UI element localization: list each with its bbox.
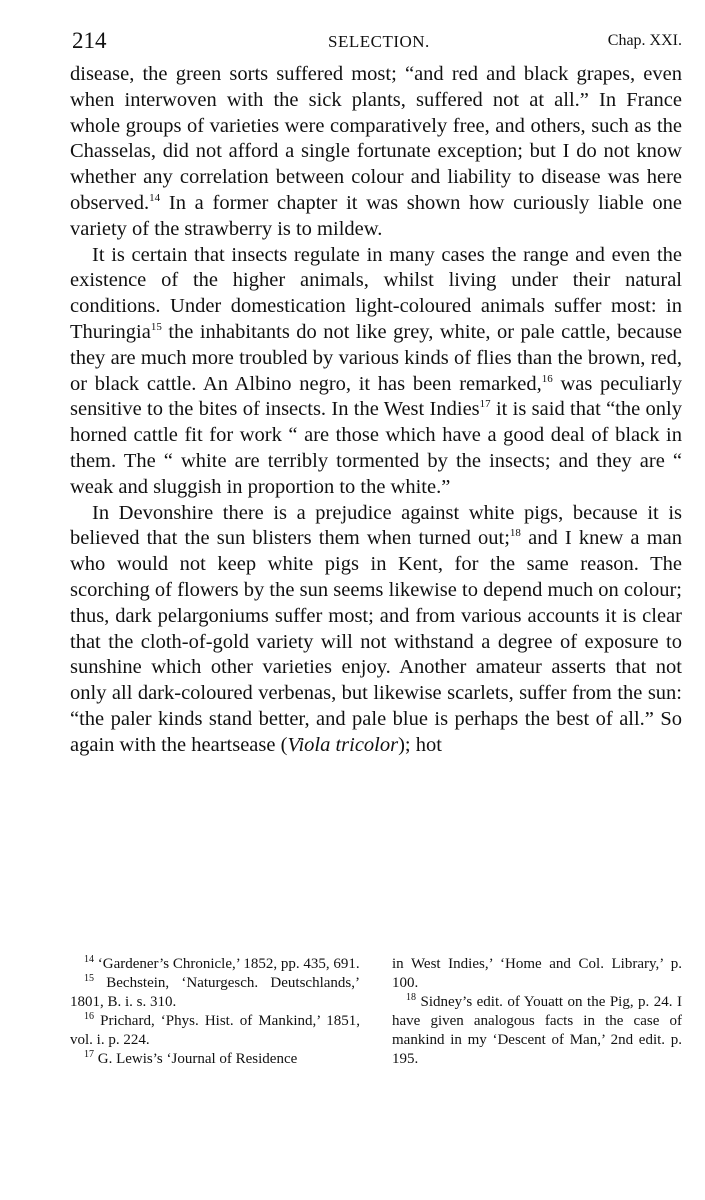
- page-header: [70, 28, 682, 62]
- paragraph-3: [70, 501, 682, 759]
- book-page: [70, 28, 683, 1067]
- footnote-text: ‘Gardener’s Chronicle,’ 1852, pp. 435, 691.: [97, 956, 360, 972]
- footnotes-left-column: [70, 955, 360, 1069]
- footnote: [392, 993, 682, 1069]
- footnote-text: in West Indies,’ ‘Home and Col. Library,’ p. 100.: [392, 956, 682, 991]
- paragraph-text: ); hot: [398, 733, 442, 756]
- footnote-ref: 14: [149, 191, 161, 204]
- footnote: [70, 1050, 360, 1069]
- footnote-ref: 15: [150, 320, 162, 333]
- footnote: [70, 1012, 360, 1050]
- paragraph-text: In a former chapter it was shown how curiously liable one variety of the strawberry is to mildew.: [70, 191, 682, 240]
- footnote: [70, 974, 360, 1012]
- body-text: [70, 62, 682, 759]
- footnote-number: 17: [84, 1049, 94, 1060]
- footnote-text: Sidney’s edit. of Youatt on the Pig, p. 24. I have given analogous facts in the case of mankind in my ‘Descent of Man,’ 2nd edit. p. 195.: [392, 994, 683, 1067]
- footnotes: [70, 955, 682, 1069]
- paragraph-2: [70, 243, 682, 501]
- paragraph-text: and I knew a man who would not keep white pigs in Kent, for the same reason. The scorching of flowers by the sun seems likewise to depend much on colour; thus, dark pelargoniums suffer most; and from various accounts it is clear that the cloth-of-gold variety will not withstand a degree of exposure to sunshine which other varieties enjoy. Another amateur asserts that not only all dark-coloured verbenas, but likewise scarlets, suffer from the sun: “the paler kinds stand better, and pale blue is perhaps the best of all.” So again with the heartsease (: [70, 527, 682, 756]
- italic-species-name: Viola tricolor: [287, 733, 399, 756]
- footnote-text: Bechstein, ‘Naturgesch. Deutschlands,’ 1801, B. i. s. 310.: [70, 975, 360, 1010]
- footnote-text: G. Lewis’s ‘Journal of Residence: [97, 1051, 298, 1067]
- paragraph-text: the inhabitants do not like grey, white, or pale cattle, because they are much more troubled by various kinds of flies than the brown, red, or black cattle. An Albino negro, it has been remarked,: [70, 320, 682, 395]
- footnote-text: Prichard, ‘Phys. Hist. of Mankind,’ 1851, vol. i. p. 224.: [70, 1013, 360, 1048]
- footnote-number: 18: [406, 992, 416, 1003]
- footnote-continuation: [392, 955, 682, 993]
- footnote-number: 14: [84, 954, 94, 965]
- paragraph-text: disease, the green sorts suffered most; “and red and black grapes, even when interwoven with the sick plants, suffered not at all.” In France whole groups of varieties were comparatively free, and others, such as the Chasselas, did not afford a single fortunate exception; but I do not know whether any correlation between colour and liability to disease was here observed.: [70, 63, 682, 214]
- paragraph-text: It is certain that insects regulate in many cases the range and even the existence of the higher animals, whilst living under their natural conditions. Under domestication light-coloured animals suffer most: in Thuringia: [70, 243, 682, 343]
- paragraph-text: it is said that “the only horned cattle fit for work “ are those which have a good deal of black in them. The “ white are terribly tormented by the insects; and they are “ weak and sluggish in proportion to the white.”: [70, 398, 682, 498]
- paragraph-1: [70, 62, 682, 243]
- paragraph-text: was peculiarly sensitive to the bites of insects. In the West Indies: [70, 372, 683, 421]
- footnote-ref: 16: [541, 372, 553, 385]
- footnotes-right-column: [392, 955, 682, 1069]
- footnote-number: 16: [84, 1011, 94, 1022]
- footnote-ref: 17: [479, 398, 491, 411]
- page-number: 214: [72, 28, 107, 53]
- footnote-ref: 18: [509, 527, 521, 540]
- footnote: [70, 955, 360, 974]
- running-title: SELECTION.: [328, 32, 430, 51]
- footnote-number: 15: [84, 973, 94, 984]
- chapter-label: Chap. XXI.: [607, 32, 682, 49]
- paragraph-text: In Devonshire there is a prejudice against white pigs, because it is believed that the sun blisters them when turned out;: [70, 501, 682, 550]
